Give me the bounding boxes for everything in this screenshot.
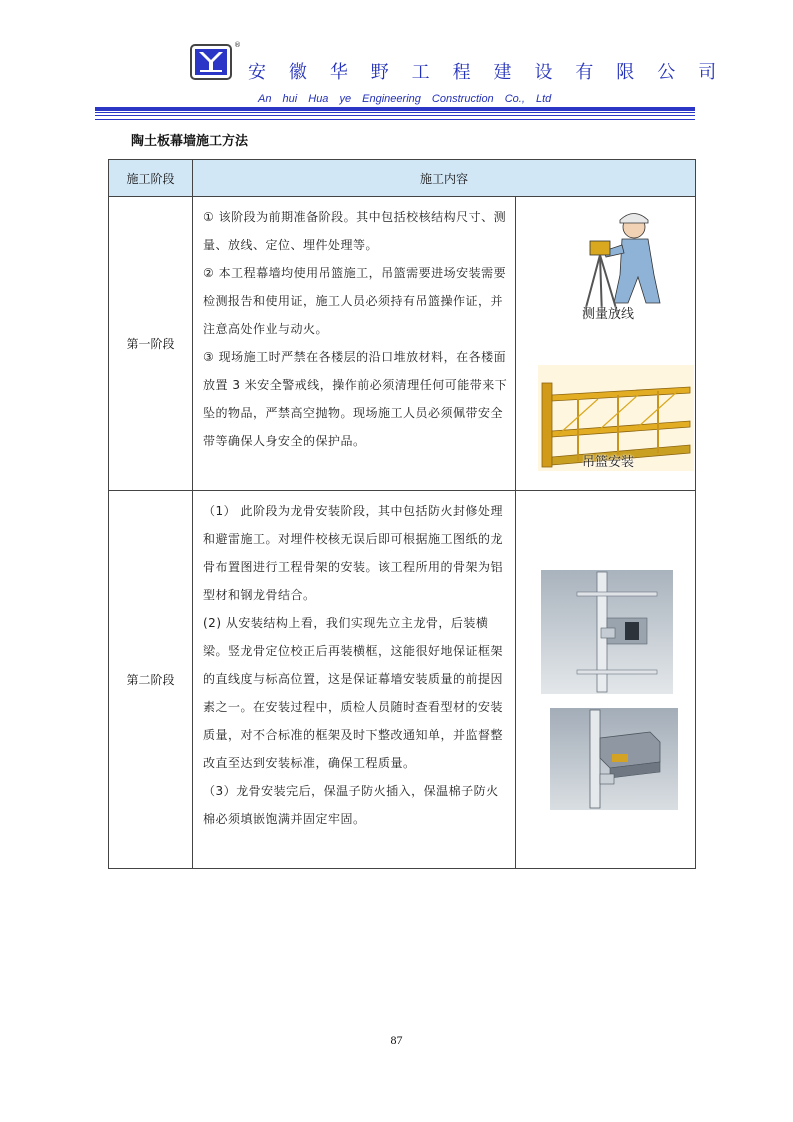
header-content: 施工内容 — [193, 160, 696, 197]
company-name-cn: 安 徽 华 野 工 程 建 设 有 限 公 司 — [248, 62, 725, 83]
stage-cell: 第二阶段 — [109, 491, 193, 869]
content-cell — [193, 491, 516, 869]
header-stage: 施工阶段 — [109, 160, 193, 197]
table-row — [109, 197, 696, 491]
page-number: 87 — [390, 1033, 403, 1047]
stage-cell: 第一阶段 — [109, 197, 193, 491]
section-title: 陶土板幕墙施工方法 — [131, 134, 249, 149]
image-cell — [516, 491, 696, 869]
keel-model-illustration — [541, 570, 673, 694]
table-header-row — [109, 160, 696, 197]
image-label: 测量放线 — [582, 307, 635, 322]
paragraph: （3）龙骨安装完后，保温子防火插入，保温棉子防火棉必须填嵌饱满并固定牢固。 — [203, 784, 499, 826]
image-cell — [516, 197, 696, 491]
company-logo — [190, 44, 232, 80]
company-name-en: An hui Hua ye Engineering Construction Co., Ltd — [258, 93, 552, 105]
image-label: 吊篮安装 — [582, 455, 635, 470]
header-rule — [95, 119, 695, 120]
paragraph: ③ 现场施工时严禁在各楼层的沿口堆放材料，在各楼面放置 3 米安全警戒线，操作前必须清理任何可能带来下坠的物品，严禁高空抛物。现场施工人员必须佩带安全带等确保人身安全的保护品。 — [203, 350, 508, 448]
header-rule — [95, 115, 695, 116]
paragraph: ② 本工程幕墙均使用吊篮施工，吊篮需要进场安装需要检测报告和使用证，施工人员必须持有吊篮操作证，并注意高处作业与动火。 — [203, 266, 507, 336]
paragraph: ① 该阶段为前期准备阶段。其中包括校核结构尺寸、测量、放线、定位、埋件处理等。 — [203, 210, 507, 252]
registered-mark: ® — [234, 41, 241, 49]
construction-table — [108, 159, 696, 869]
table-row — [109, 491, 696, 869]
header-rule — [95, 107, 695, 111]
page-header — [0, 0, 793, 125]
paragraph: (2) 从安装结构上看，我们实现先立主龙骨，后装横梁。竖龙骨定位校正后再装横框，这能很好地保证框架的直线度与标高位置，这是保证幕墙安装质量的前提因素之一。在安装过程中，质检人员随时查看型材的安装质量，对不合标准的框架及时下整改通知单，并监督整改直至达到安装标准，确保工程质量。 — [203, 616, 504, 770]
header-rule — [95, 112, 695, 113]
bracket-model-illustration — [550, 708, 678, 810]
content-cell — [193, 197, 516, 491]
paragraph: （1） 此阶段为龙骨安装阶段，其中包括防火封修处理和避雷施工。对埋件校核无误后即可根据施工图纸的龙骨布置图进行工程骨架的安装。该工程所用的骨架为铝型材和钢龙骨结合。 — [203, 504, 504, 602]
